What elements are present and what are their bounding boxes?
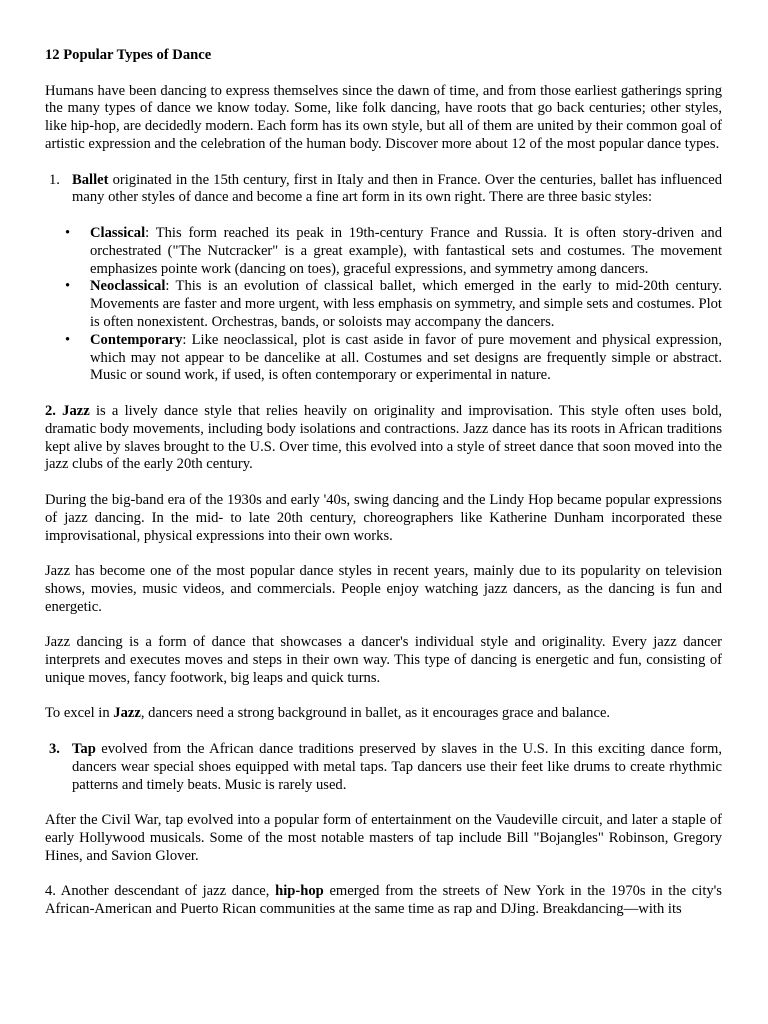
- bullet-icon: •: [65, 278, 71, 295]
- term-jazz-2: Jazz: [113, 705, 141, 722]
- list-item-ballet: [45, 172, 722, 208]
- item-number: 3.: [49, 741, 60, 758]
- term-contemporary: Contemporary: [90, 331, 183, 348]
- term-classical: Classical: [90, 224, 146, 241]
- jazz-paragraph-4: Jazz dancing is a form of dance that showcases a dancer's individual style and originality. Every jazz dancer interprets and executes moves and steps in their own way. This type of dancing is energetic and fun, consisting of unique moves, fancy footwork, big leaps and quick turns.: [45, 634, 722, 686]
- jazz-p5-suffix: , dancers need a strong background in ballet, as it encourages grace and balance.: [140, 705, 611, 722]
- term-ballet: Ballet: [72, 171, 109, 188]
- hiphop-prefix: 4. Another descendant of jazz dance,: [45, 883, 276, 900]
- bullet-icon: •: [65, 224, 71, 241]
- list-item-classical: [65, 224, 722, 278]
- jazz-paragraph-1: [45, 403, 722, 474]
- item-number: 1.: [49, 171, 60, 188]
- hiphop-paragraph: [45, 883, 722, 919]
- jazz-paragraph-2: During the big-band era of the 1930s and early '40s, swing dancing and the Lindy Hop became popular expressions of jazz dancing. In the mid- to late 20th century, choreographers like Katherine Dunham incorporated these improvisational, physical expressions into their own works.: [45, 491, 722, 544]
- page-title: 12 Popular Types of Dance: [45, 47, 212, 63]
- document-content: [45, 47, 722, 937]
- intro-paragraph: Humans have been dancing to express themselves since the dawn of time, and from those earliest gatherings spring the many types of dance we know today. Some, like folk dancing, have roots that go back centuries; other styles, like hip-hop, are decidedly modern. Each form has its own style, but all of them are united by their common goal of artistic expression and the celebration of the human body. Discover more about 12 of the most popular dance types.: [45, 82, 722, 152]
- bullet-icon: •: [65, 331, 71, 348]
- jazz-paragraph-5: [45, 705, 722, 723]
- tap-description: evolved from the African dance traditions preserved by slaves in the U.S. In this exciting dance form, dancers wear special shoes equipped with metal taps. Tap dancers use their feet like drums to create rhythmic patterns and timely beats. Music is rarely used.: [72, 741, 722, 793]
- jazz-description: is a lively dance style that relies heavily on originality and improvisation. This style often uses bold, dramatic body movements, including body isolations and contractions. Jazz dance has its roots in African traditions kept alive by slaves brought to the U.S. Over time, this evolved into a style of street dance that soon moved into the jazz clubs of the early 20th century.: [45, 402, 722, 473]
- term-hiphop: hip-hop: [275, 883, 324, 900]
- hiphop-description: emerged from the streets of New York in the 1970s in the city's African-American and Puerto Rican communities at the same time as rap and DJing. Breakdancing—with its: [45, 883, 722, 918]
- list-item-contemporary: [65, 331, 722, 385]
- classical-description: : This form reached its peak in 19th-century France and Russia. It is often story-driven and orchestrated ("The Nutcracker" is a great example), with fantastical sets and costumes. The movement emphasizes pointe work (dancing on toes), graceful expressions, and symmetry among dancers.: [90, 224, 722, 277]
- term-neoclassical: Neoclassical: [90, 278, 166, 295]
- list-item-neoclassical: [65, 278, 722, 331]
- term-jazz: Jazz: [62, 402, 90, 419]
- jazz-number: 2.: [45, 402, 56, 419]
- neoclassical-description: : This is an evolution of classical ballet, which emerged in the early to mid-20th century. Movements are faster and more urgent, with less emphasis on symmetry, and simple sets and costumes. Plot is often nonexistent. Orchestras, bands, or soloists may accompany the dancers.: [90, 278, 722, 330]
- tap-paragraph-2: After the Civil War, tap evolved into a popular form of entertainment on the Vaudeville circuit, and later a staple of early Hollywood musicals. Some of the most notable masters of tap include Bill "Bojangles" Robinson, Gregory Hines, and Savion Glover.: [45, 812, 722, 864]
- contemporary-description: : Like neoclassical, plot is cast aside in favor of pure movement and physical expression, which may not appear to be dancelike at all. Costumes and set designs are frequently simple or abstract. Music or sound work, if used, is often contemporary or experimental in nature.: [90, 331, 722, 384]
- ballet-styles-list: [45, 225, 722, 385]
- list-item-tap: [45, 741, 722, 794]
- jazz-p5-prefix: To excel in: [45, 705, 114, 722]
- jazz-paragraph-3: Jazz has become one of the most popular dance styles in recent years, mainly due to its popularity on television shows, movies, music videos, and commercials. People enjoy watching jazz dancers, as the dancing is fun and energetic.: [45, 563, 722, 615]
- term-tap: Tap: [72, 741, 96, 758]
- ballet-description: originated in the 15th century, first in Italy and then in France. Over the centuries, ballet has influenced many other styles of dance and become a fine art form in its own right. There are three basic styles:: [72, 171, 722, 206]
